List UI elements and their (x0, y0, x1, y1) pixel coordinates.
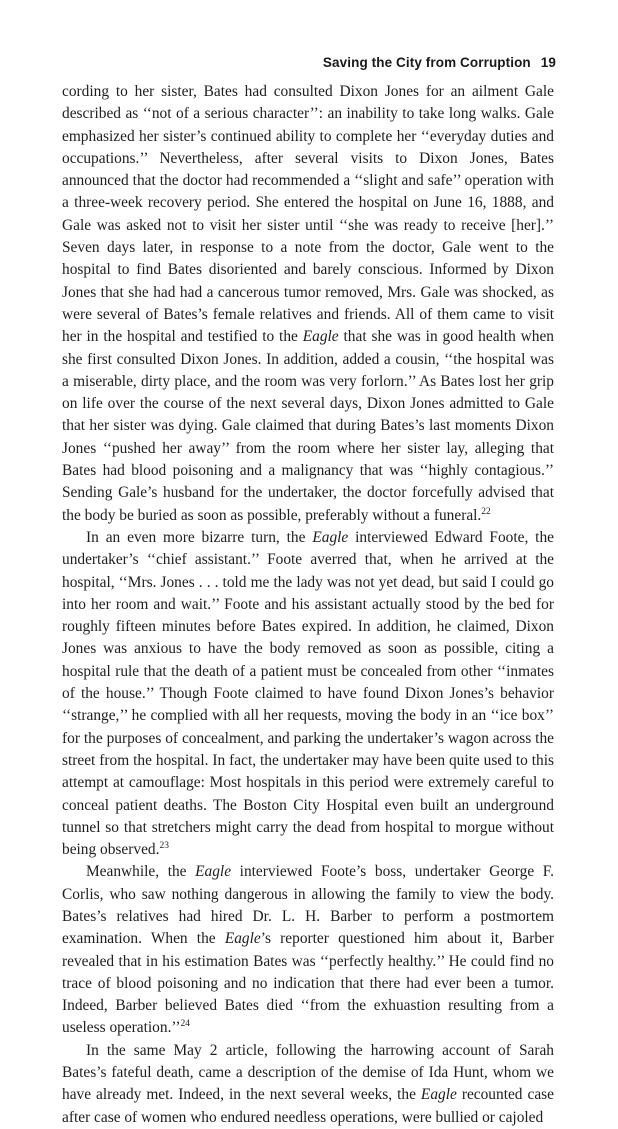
running-head (323, 55, 556, 70)
italic-title: Eagle (302, 328, 339, 346)
footnote-ref: 23 (159, 840, 169, 851)
text-run: ’s reporter questioned him about it, Barber revealed that in his estimation Bates was ‘‘perfectly healthy.’’ He could find no trace of blood poisoning and no indication that there had ever been a tumor. Indeed, Barber believed Bates died ‘‘from the exhuastion resulting from a useless operation.’’ (62, 930, 554, 1037)
text-run: that she was in good health when she first consulted Dixon Jones. In addition, added a cousin, ‘‘the hospital was a miserable, dirty place, and the room was very forlorn.’’ As Bates lost her grip on life over the course of the next several days, Dixon Jones admitted to Gale that her sister was dying. Gale claimed that during Bates’s last moments Dixon Jones ‘‘pushed her away’’ from the room where her sister lay, alleging that Bates had blood poisoning and a malignancy that was ‘‘highly contagious.’’ Sending Gale’s husband for the undertaker, the doctor forcefully advised that the body be buried as soon as possible, preferably without a funeral. (62, 328, 554, 524)
italic-title: Eagle (224, 930, 261, 948)
paragraph (62, 1040, 554, 1129)
footnote-ref: 24 (180, 1019, 191, 1030)
text-run: interviewed Edward Foote, the undertaker’s ‘‘chief assistant.’’ Foote averred that, when he arrived at the hospital, ‘‘Mrs. Jones . . . told me the lady was not yet dead, but said I could go into her room and wait.’’ Foote and his assistant actually stood by the bed for roughly fifteen minutes before Bates expired. In addition, he claimed, Dixon Jones was anxious to have the body removed as soon as possible, citing a hospital rule that the death of a patient must be concealed from other ‘‘inmates of the house.’’ Though Foote claimed to have found Dixon Jones’s behavior ‘‘strange,’’ he complied with all her requests, moving the body in an ‘‘ice box’’ for the purposes of concealment, and parking the undertaker’s wagon across the street from the hospital. In fact, the undertaker may have been quite used to this attempt at camouflage: Most hospitals in this period were extremely careful to conceal patient deaths. The Boston City Hospital even built an underground tunnel so that stretchers might carry the dead from hospital to morgue without being observed. (62, 528, 554, 859)
paragraph (62, 527, 554, 861)
footnote-ref: 22 (481, 506, 491, 517)
text-run: Meanwhile, the (86, 863, 196, 881)
text-run: In the same May 2 article, following the harrowing account of Sarah Bates’s fateful death, came a description of the demise of Ida Hunt, whom we have already met. Indeed, in the next several weeks, the (62, 1041, 554, 1104)
paragraph (62, 81, 554, 527)
paragraph (62, 861, 554, 1039)
text-run: cording to her sister, Bates had consulted Dixon Jones for an ailment Gale described as ‘‘not of a serious character’’: an inability to take long walks. Gale emphasized her sister’s continued ability to complete her ‘‘everyday duties and occupations.’’ Nevertheless, after several visits to Dixon Jones, Bates announced that the doctor had recommended a ‘‘slight and safe’’ operation with a three-week recovery period. She entered the hospital on June 16, 1888, and Gale was asked not to visit her sister until ‘‘she was ready to receive [her].’’ Seven days later, in response to a note from the doctor, Gale went to the hospital to find Bates disoriented and barely conscious. Informed by Dixon Jones that she had had a cancerous tumor removed, Mrs. Gale was shocked, as were several of Bates’s female relatives and friends. All of them came to visit her in the hospital and testified to the (62, 83, 554, 346)
page-number: 19 (540, 55, 556, 70)
chapter-title: Saving the City from Corruption (322, 55, 531, 70)
italic-title: Eagle (312, 528, 349, 546)
italic-title: Eagle (195, 863, 232, 881)
italic-title: Eagle (420, 1086, 457, 1104)
text-run: recounted case after case of women who endured needless operations, were bullied or cajoled (62, 1086, 554, 1126)
body-text (62, 81, 554, 1129)
text-run: In an even more bizarre turn, the (86, 528, 313, 546)
text-run: interviewed Foote’s boss, undertaker George F. Corlis, who saw nothing dangerous in allowing the family to view the body. Bates’s relatives had hired Dr. L. H. Barber to perform a postmortem examination. When the (62, 863, 554, 948)
